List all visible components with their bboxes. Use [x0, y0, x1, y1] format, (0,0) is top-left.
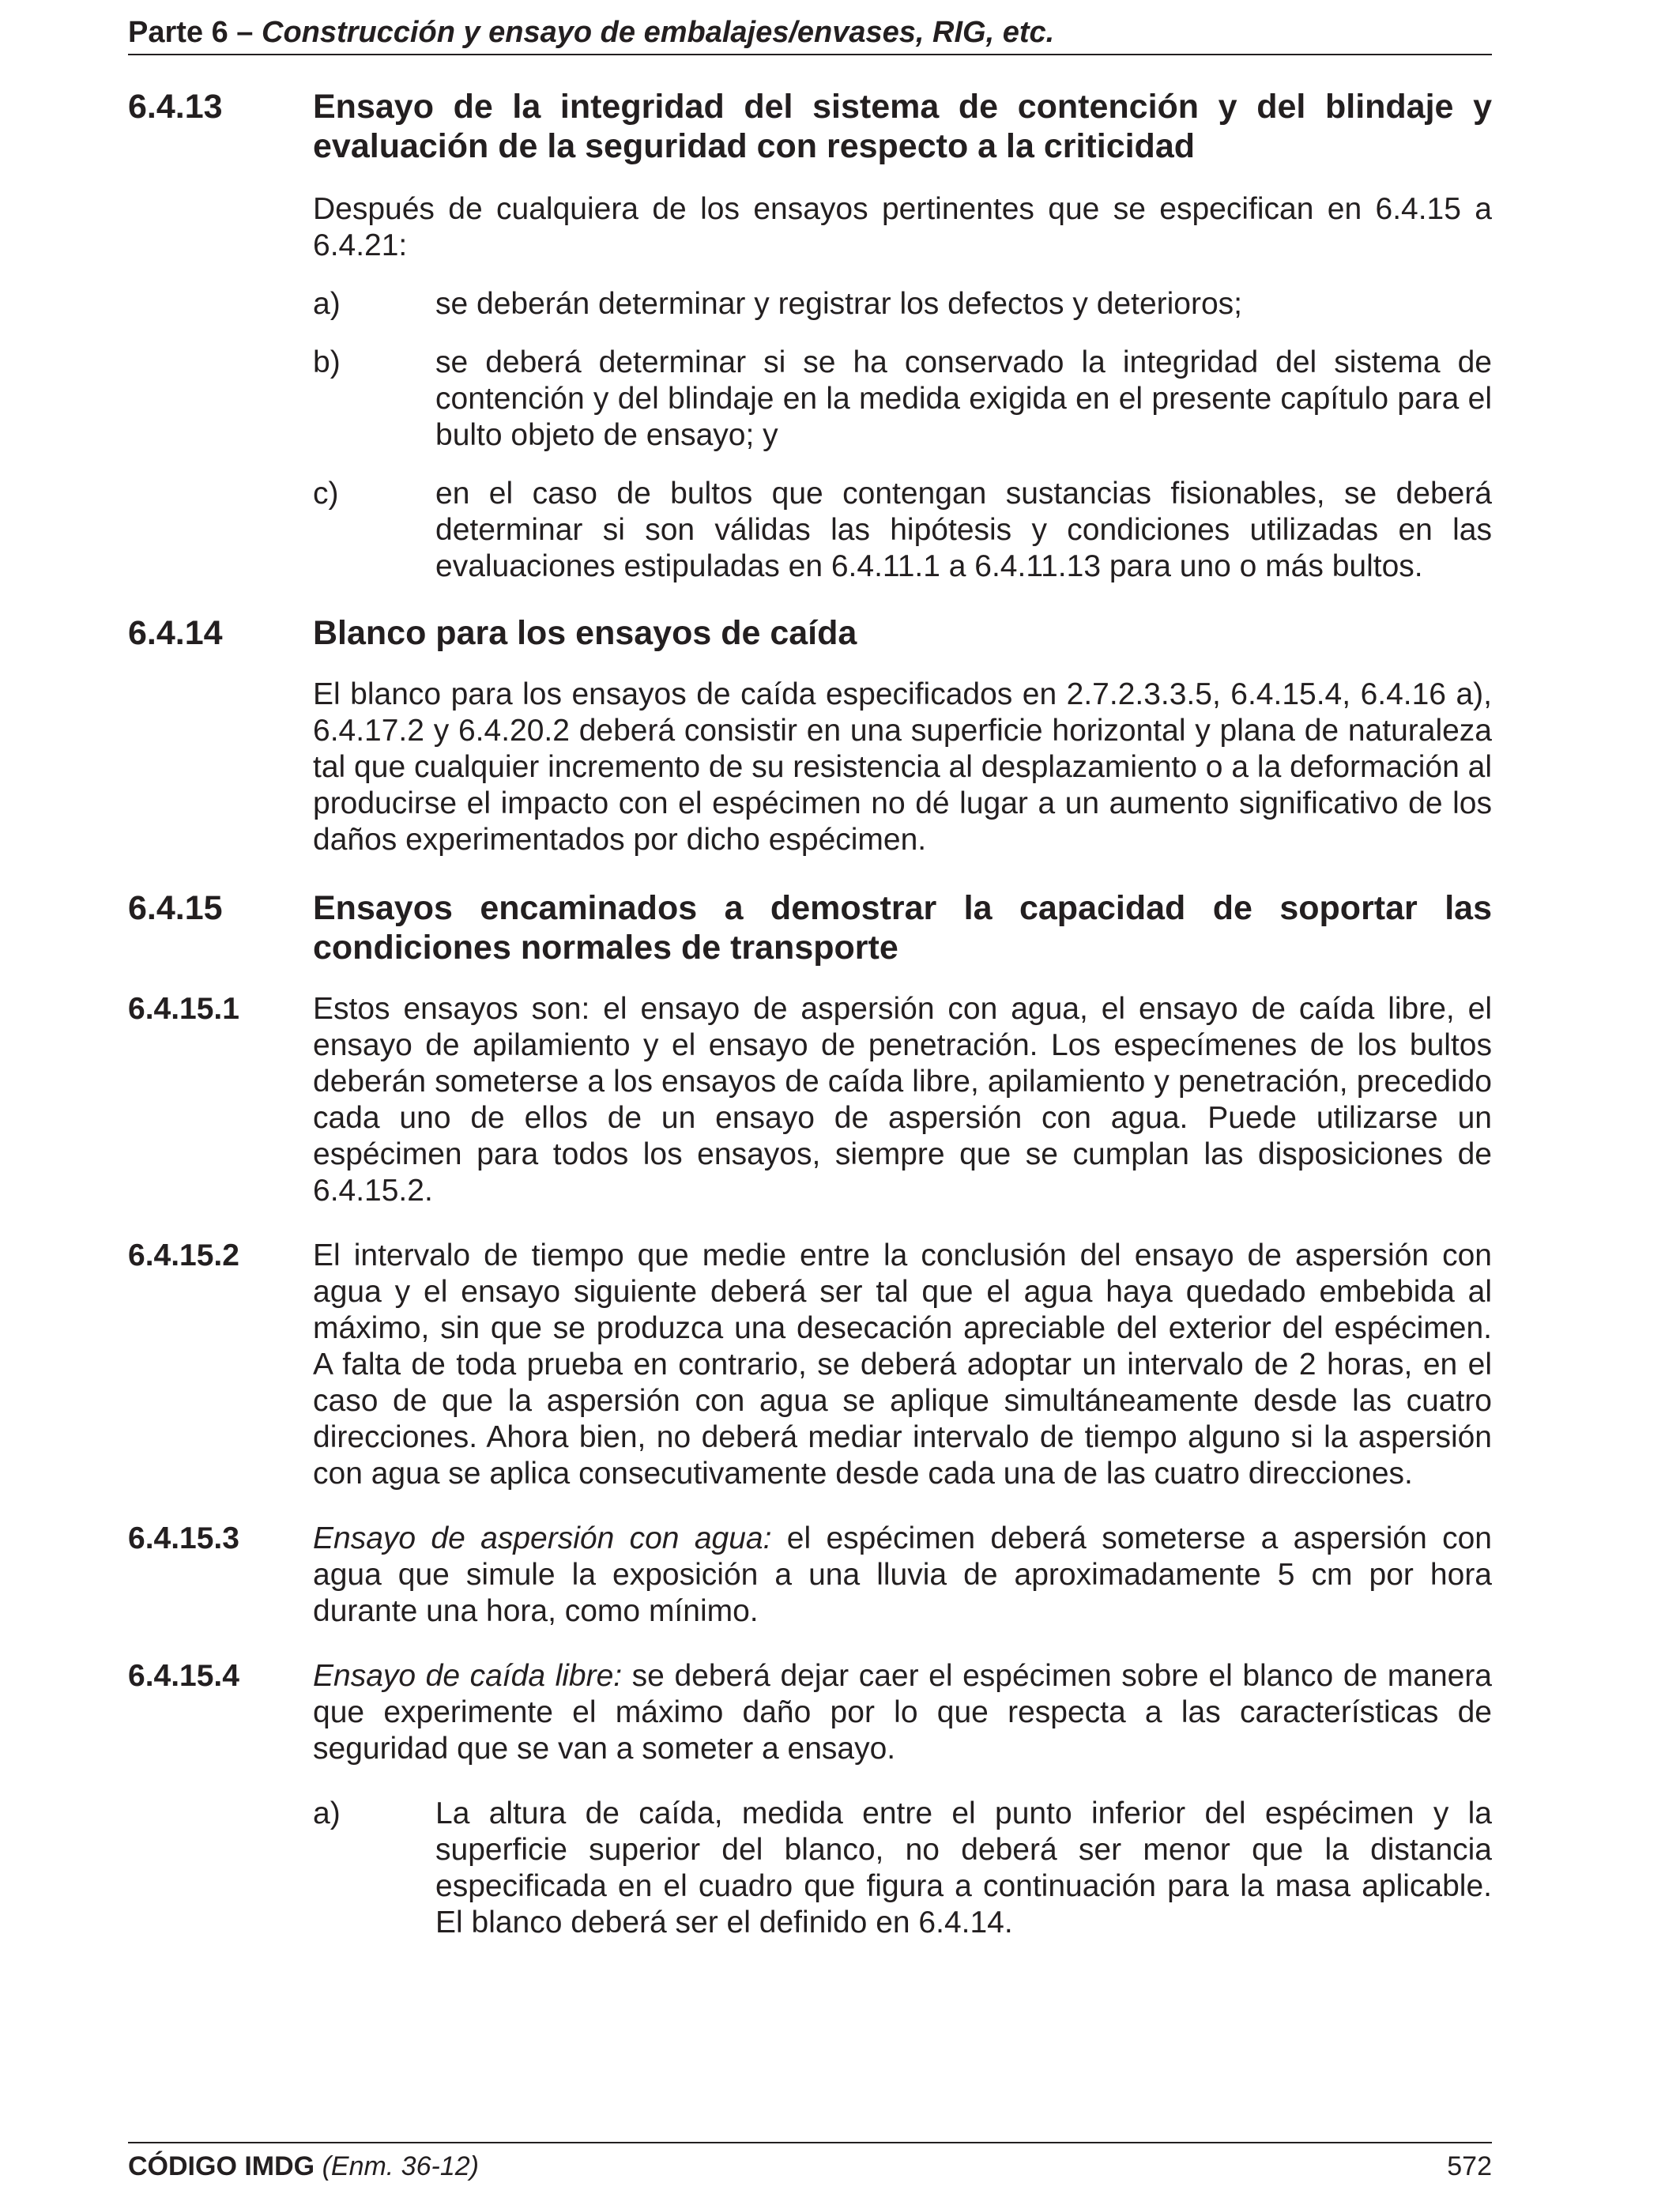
section-title: Ensayos encaminados a demostrar la capacidad de soportar las condiciones normales de transporte [313, 889, 1492, 967]
section-6-4-13-intro [128, 191, 1492, 264]
section-lead: Ensayo de aspersión con agua: [313, 1521, 772, 1555]
list-item-label: a) [313, 287, 341, 321]
footer-code [128, 2150, 479, 2183]
list-item-label: c) [313, 477, 339, 511]
section-text [313, 1521, 1492, 1630]
section-6-4-15-1 [128, 991, 1492, 1209]
page-footer [128, 2142, 1492, 2183]
section-lead: Ensayo de caída libre: [313, 1659, 623, 1693]
list-item-text: La altura de caída, medida entre el punto inferior del espécimen y la superficie superior del blanco, no deberá ser menor que la distancia especificada en el cuadro que figura a continuación para la masa aplicable. El blanco deberá ser el definido en 6.4.14. [435, 1796, 1492, 1940]
section-6-4-13-list [128, 286, 1492, 585]
section-6-4-15-4 [128, 1658, 1492, 1767]
section-body: se deberá dejar caer el espécimen sobre el blanco de manera que experimente el máximo daño por lo que respecta a las características de seguridad que se van a someter a ensayo. [313, 1659, 1492, 1766]
section-text: El intervalo de tiempo que medie entre la conclusión del ensayo de aspersión con agua y el ensayo siguiente deberá ser tal que el agua haya quedado embebida al máximo, sin que se produzca una desecación apreciable del exterior del espécimen. A falta de toda prueba en contrario, se deberá adoptar un intervalo de 2 horas, en el caso de que la aspersión con agua se aplique simultáneamente desde las cuatro direcciones. Ahora bien, no deberá mediar intervalo de tiempo alguno si la aspersión con agua se aplica consecutivamente desde cada una de las cuatro direcciones. [313, 1238, 1492, 1491]
list-item [313, 286, 1492, 322]
section-number: 6.4.14 [128, 614, 223, 652]
list-item-label: b) [313, 345, 341, 379]
header-part: Parte 6 – [128, 16, 262, 49]
section-text [313, 1658, 1492, 1767]
section-6-4-13-heading [128, 87, 1492, 166]
section-6-4-15-3 [128, 1521, 1492, 1630]
footer-amendment: (Enm. 36-12) [322, 2151, 479, 2181]
header-title: Construcción y ensayo de embalajes/envases, RIG, etc. [262, 16, 1055, 49]
list-item-label: a) [313, 1796, 341, 1830]
section-body: el espécimen deberá someterse a aspersión con agua que simule la exposición a una lluvia de aproximadamente 5 cm por hora durante una hora, como mínimo. [313, 1521, 1492, 1628]
section-6-4-14-heading [128, 613, 1492, 653]
list-item [313, 1796, 1492, 1941]
page-header [128, 13, 1492, 55]
section-title: Ensayo de la integridad del sistema de contención y del blindaje y evaluación de la seguridad con respecto a la criticidad [313, 88, 1492, 165]
section-6-4-14-body [128, 677, 1492, 858]
page-number: 572 [1447, 2151, 1492, 2181]
list-item-text: en el caso de bultos que contengan sustancias fisionables, se deberá determinar si son válidas las hipótesis y condiciones utilizadas en las evaluaciones estipuladas en 6.4.11.1 a 6.4.11.13 para uno o más bultos. [435, 477, 1492, 583]
section-6-4-15-heading [128, 888, 1492, 967]
section-number: 6.4.15 [128, 889, 223, 927]
page-content [128, 87, 1492, 1941]
list-item-text: se deberá determinar si se ha conservado la integridad del sistema de contención y del blindaje en la medida exigida en el presente capítulo para el bulto objeto de ensayo; y [435, 345, 1492, 452]
footer-code-name: CÓDIGO IMDG [128, 2151, 315, 2181]
section-intro: Después de cualquiera de los ensayos pertinentes que se especifican en 6.4.15 a 6.4.21: [313, 192, 1492, 262]
section-number: 6.4.15.2 [128, 1238, 239, 1272]
section-number: 6.4.15.1 [128, 992, 239, 1026]
section-number: 6.4.15.3 [128, 1521, 239, 1555]
section-text: El blanco para los ensayos de caída especificados en 2.7.2.3.3.5, 6.4.15.4, 6.4.16 a), 6.4.17.2 y 6.4.20.2 deberá consistir en una superficie horizontal y plana de naturaleza tal que cualquier incremento de su resistencia al desplazamiento o a la deformación al producirse el impacto con el espécimen no dé lugar a un aumento significativo de los daños experimentados por dicho espécimen. [313, 677, 1492, 857]
list-item-text: se deberán determinar y registrar los defectos y deterioros; [435, 287, 1242, 321]
section-number: 6.4.15.4 [128, 1659, 239, 1693]
section-6-4-15-2 [128, 1238, 1492, 1492]
section-text: Estos ensayos son: el ensayo de aspersión con agua, el ensayo de caída libre, el ensayo de apilamiento y el ensayo de penetración. Los especímenes de los bultos deberán someterse a los ensayos de caída libre, apilamiento y penetración, precedido cada uno de ellos de un ensayo de aspersión con agua. Puede utilizarse un espécimen para todos los ensayos, siempre que se cumplan las disposiciones de 6.4.15.2. [313, 992, 1492, 1208]
section-6-4-15-4-list [128, 1796, 1492, 1941]
section-title: Blanco para los ensayos de caída [313, 614, 857, 652]
list-item [313, 476, 1492, 585]
section-number: 6.4.13 [128, 88, 223, 126]
list-item [313, 345, 1492, 454]
